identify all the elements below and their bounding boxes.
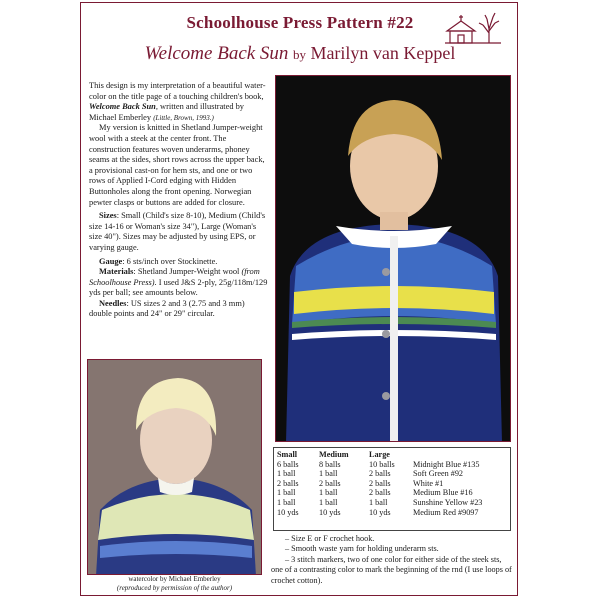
cell-color: Midnight Blue #135 — [413, 459, 480, 469]
watercolor-illustration — [87, 359, 262, 575]
cell-large: 2 balls — [369, 469, 391, 479]
page-title: Schoolhouse Press Pattern #22 — [186, 13, 414, 32]
cell-small: 1 ball — [277, 497, 296, 507]
table-row — [277, 508, 482, 518]
gauge-spec — [89, 257, 269, 268]
by-label: by — [292, 47, 306, 62]
list-item: – Size E or F crochet hook. — [285, 534, 375, 543]
cell-large: 2 balls — [369, 488, 391, 498]
intro-book-title: Welcome Back Sun — [89, 102, 156, 112]
needles-text: : US sizes 2 and 3 (2.75 and 3 mm) double points and 24" or 29" circular. — [89, 298, 245, 319]
sizes-spec — [89, 211, 269, 253]
sweater-photo — [275, 75, 511, 442]
header-color — [413, 450, 482, 460]
cell-large: 10 yds — [369, 507, 391, 517]
yarn-amounts-table — [273, 447, 511, 531]
list-item: – 3 stitch markers, two of one color for either side of the steek sts, one of a contrasting color to mark the beginning of the rnd (I use loops of crochet cotton). — [271, 554, 512, 585]
watercolor-credit: (reproduced by permission of the author) — [116, 583, 233, 592]
cell-medium: 1 ball — [319, 488, 338, 498]
author-name: Marilyn van Keppel — [310, 43, 456, 63]
cell-medium: 2 balls — [319, 478, 341, 488]
cell-color: Sunshine Yellow #23 — [413, 497, 483, 507]
materials-text-2: . I used J&S 2-ply, 25g/118m/129 yds per ball; see amounts below. — [89, 277, 268, 298]
cell-color: White #1 — [413, 478, 444, 488]
cell-small: 10 yds — [277, 507, 299, 517]
sizes-text: : Small (Child's size 8-10), Medium (Child's size 14-16 or Woman's size 34"), Large (Woman's size 40"). Sizes may be adjusted by using EPS, or varying gauge. — [89, 211, 266, 252]
cell-small: 1 ball — [277, 488, 296, 498]
notions-list — [271, 534, 515, 586]
intro-p1-text: This design is my interpretation of a beautiful water-color on the title page of a touching children's book, — [89, 81, 266, 101]
watercolor-caption-text: watercolor by Michael Emberley — [128, 575, 221, 583]
table-row — [277, 498, 482, 508]
cell-small: 1 ball — [277, 469, 296, 479]
book-title: Welcome Back Sun — [144, 43, 289, 64]
intro-p1-rest: , written and illustrated by Michael Emberley — [89, 102, 244, 122]
table-row — [277, 460, 482, 470]
table-row — [277, 488, 482, 498]
intro-paragraph-2: My version is knitted in Shetland Jumper-weight wool with a steek at the center front. The construction features woven underarms, phoney seams at the sides, short rows across the upper back, a provisional cast-on for hem sts, and one or two rows of Applied I-Cord edging with Hidden Buttonholes along the front opening. Norwegian pewter clasps or buttons are added for closure. — [89, 123, 265, 207]
intro-text — [89, 81, 269, 320]
cell-medium: 1 ball — [319, 497, 338, 507]
cell-color: Medium Red #9097 — [413, 507, 479, 517]
sweater-photo-illustration — [276, 76, 511, 442]
sizes-label: Sizes — [99, 211, 117, 221]
gauge-text: : 6 sts/inch over Stockinette. — [122, 256, 218, 266]
needles-spec — [89, 299, 269, 320]
list-item: – Smooth waste yarn for holding underarm sts. — [285, 544, 439, 554]
cell-medium: 1 ball — [319, 469, 338, 479]
cell-large: 1 ball — [369, 497, 388, 507]
cell-large: 2 balls — [369, 478, 391, 488]
page-subtitle — [81, 43, 519, 65]
watercolor-caption — [87, 575, 262, 592]
cell-small: 2 balls — [277, 478, 299, 488]
materials-text: : Shetland Jumper-Weight wool — [133, 267, 240, 277]
cell-small: 6 balls — [277, 459, 299, 469]
needles-label: Needles — [99, 298, 127, 308]
materials-spec — [89, 267, 269, 299]
materials-publisher: (from Schoolhouse Press) — [89, 267, 260, 287]
cell-large: 10 balls — [369, 459, 395, 469]
intro-publisher: (Little, Brown, 1993.) — [153, 113, 214, 122]
gauge-label: Gauge — [99, 256, 123, 266]
watercolor-illustration-art — [88, 360, 262, 575]
table-row — [277, 469, 482, 479]
table-row — [277, 479, 482, 489]
yarn-table-header-row — [277, 450, 482, 460]
header-small: Small — [277, 450, 298, 459]
cell-color: Medium Blue #16 — [413, 488, 473, 498]
header-medium: Medium — [319, 450, 349, 459]
header-large: Large — [369, 450, 390, 459]
cell-medium: 8 balls — [319, 459, 341, 469]
intro-paragraph-1 — [89, 81, 269, 123]
cell-color: Soft Green #92 — [413, 469, 464, 479]
materials-label: Materials — [99, 267, 134, 277]
page-frame — [80, 2, 518, 596]
schoolhouse-logo-icon — [443, 11, 503, 47]
cell-medium: 10 yds — [319, 507, 341, 517]
